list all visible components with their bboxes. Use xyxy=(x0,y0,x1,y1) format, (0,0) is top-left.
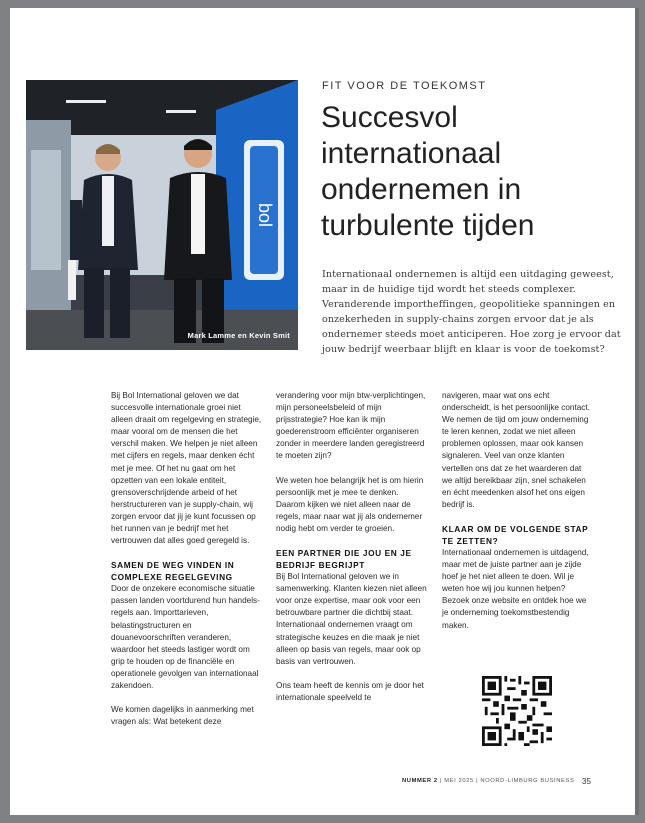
article-intro: Internationaal ondernemen is altijd een uitdaging geweest, maar in de huidige tijd wordt het steeds complexer. Veranderende importheffingen, geopolitieke spanningen en onzekerheden in supply-chains zorgen ervoor dat je als ondernemer steeds moet anticiperen. Hoe zorg je ervoor dat jouw bedrijf weerbaar blijft en klaar is voor de toekomst? xyxy=(322,269,621,355)
issue-number: NUMMER 2 xyxy=(402,778,438,784)
paragraph: Internationaal ondernemen is uitdagend, maar met de juiste partner aan je zijde hoef je het niet alleen te doen. Wil je weten hoe wij jou kunnen helpen? Bezoek onze website en ontdek hoe we je onderneming toekomstbestendig maken. xyxy=(442,547,589,630)
footer-meta: | MEI 2025 | NOORD-LIMBURG BUSINESS xyxy=(437,778,575,784)
photo-caption: Mark Lamme en Kevin Smit xyxy=(187,331,290,340)
article-kicker: FIT VOOR DE TOEKOMST xyxy=(322,80,487,92)
section-heading: EEN PARTNER DIE JOU EN JE BEDRIJF BEGRIJPT xyxy=(276,548,412,571)
sign-text: bol xyxy=(255,202,275,228)
text-column-3 xyxy=(442,390,594,644)
paragraph: We weten hoe belangrijk het is om hierin persoonlijk met je mee te denken. Daarom kijken we niet alleen naar de regels, maar naar wat jij als ondernemer nodig hebt om verder te groeien. xyxy=(276,475,424,533)
photo-illustration xyxy=(26,80,298,350)
paragraph: We komen dagelijks in aanmerking met vragen als: Wat betekent deze xyxy=(111,705,254,727)
paragraph: navigeren, maar wat ons echt onderscheidt, is het persoonlijke contact. We nemen de tijd om jouw onderneming te leren kennen, zodat we niet alleen problemen oplossen, maar ook kansen signaleren. Veel van onze klanten vertellen ons dat ze het waarderen dat we altijd bereikbaar zijn, snel schakelen en écht meedenken alsof het ons eigen bedrijf is. xyxy=(442,391,590,509)
paragraph: Ons team heeft de kennis om je door het internationale speelveld te xyxy=(276,680,424,702)
magazine-page xyxy=(10,8,635,815)
section-heading: KLAAR OM DE VOLGENDE STAP TE ZETTEN? xyxy=(442,523,589,546)
page-number: 35 xyxy=(582,777,591,786)
qr-code[interactable] xyxy=(482,676,552,746)
paragraph: verandering voor mijn btw-verplichtingen, mijn personeelsbeleid of mijn prijsstrategie? Hoe kan ik mijn goederenstroom efficiënter organiseren zonder in meerdere landen geregistreerd te moeten zijn? xyxy=(276,391,426,461)
text-column-1 xyxy=(111,390,263,740)
paragraph: Door de onzekere economische situatie passen landen voortdurend hun handels-regels aan. Importtarieven, belastingstructuren en douanevoorschriften veranderen, waardoor het steeds lastiger wordt om grip te houden op de financiële en operationele gevolgen van internationaal zakendoen. xyxy=(111,584,260,690)
text-column-2 xyxy=(276,390,428,716)
page-footer xyxy=(402,778,574,784)
paragraph: Bij Bol International geloven we dat succesvolle internationale groei niet alleen draait om regelgeving en strategie, maar vooral om de mensen die het verschil maken. We helpen je niet alleen met cijfers en regels, maar denken écht met je mee. Of het nu gaat om het opzetten van een lokale entiteit, grensoverschrijdende arbeid of het herstructureren van je supply-chain, wij zorgen ervoor dat jij je kunt focussen op het runnen van je bedrijf met het vertrouwen dat alles goed geregeld is. xyxy=(111,391,262,546)
header-photo xyxy=(26,80,298,350)
article-title: Succesvol internationaal ondernemen in turbulente tijden xyxy=(321,101,535,242)
paragraph: Bij Bol International geloven we in samenwerking. Klanten kiezen niet alleen voor onze expertise, maar ook voor een betrouwbare partner die dichtbij staat. Internationaal ondernemen vraagt om strategische keuzes en die maak je niet alleen op basis van regels, maar ook op basis van vertrouwen. xyxy=(276,572,427,666)
page-edge-shadow xyxy=(635,8,639,815)
section-heading: SAMEN DE WEG VINDEN IN COMPLEXE REGELGEVING xyxy=(111,560,235,583)
